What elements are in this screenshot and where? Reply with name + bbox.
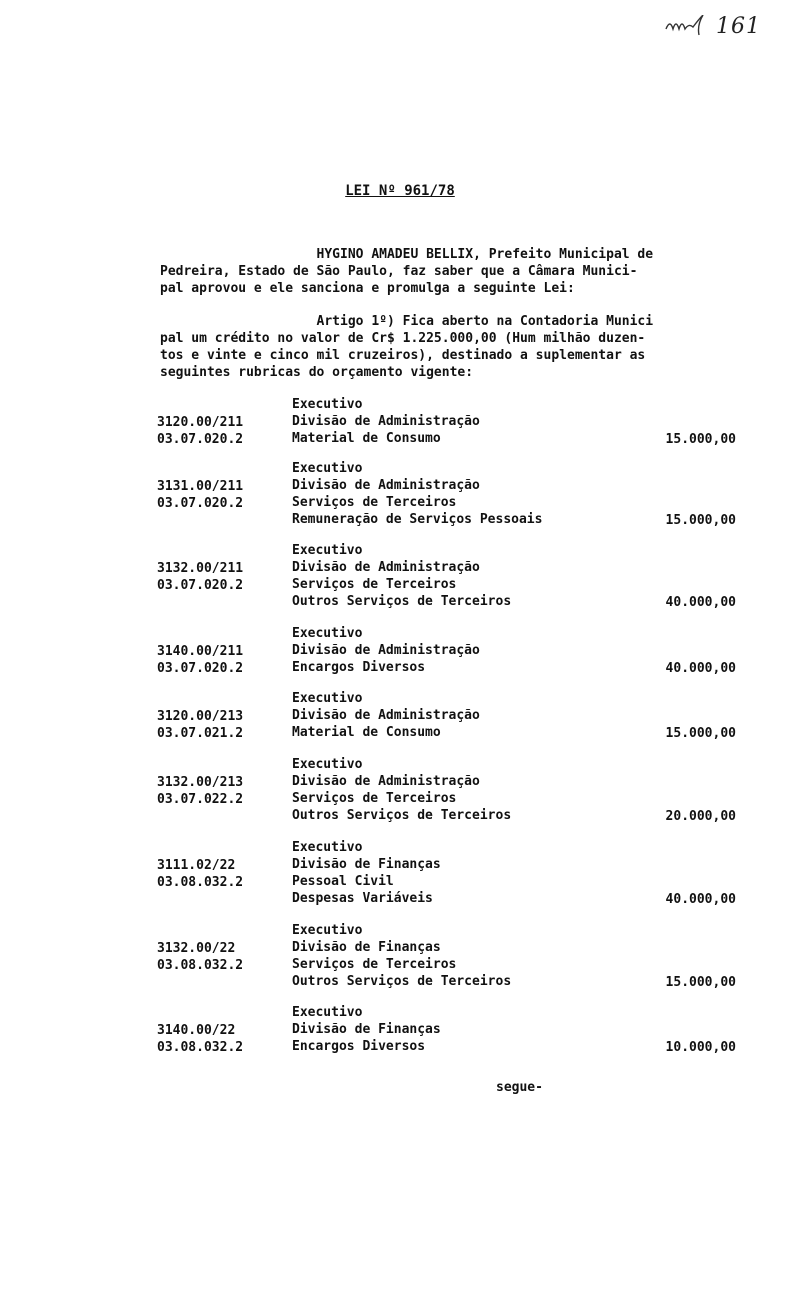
page-number-stamp	[664, 14, 761, 39]
entry-codes	[157, 857, 243, 891]
paragraph-line: HYGINO AMADEU BELLIX, Prefeito Municipal de	[160, 247, 654, 262]
description-line: Serviços de Terceiros	[292, 495, 457, 510]
entry-amount: 15.000,00	[665, 513, 736, 528]
program-code: 03.07.022.2	[157, 792, 244, 807]
description-line: Executivo	[292, 1005, 363, 1020]
account-code: 3132.00/213	[157, 775, 244, 790]
description-line: Executivo	[292, 461, 363, 476]
entry-codes	[157, 560, 243, 594]
program-code: 03.07.020.2	[157, 578, 244, 593]
entry-amount: 20.000,00	[665, 809, 736, 824]
continuation-mark: segue-	[496, 1080, 543, 1095]
entry-amount: 15.000,00	[665, 975, 736, 990]
entry-amount: 40.000,00	[665, 892, 736, 907]
program-code: 03.08.032.2	[157, 1040, 244, 1055]
description-line: Executivo	[292, 543, 363, 558]
program-code: 03.08.032.2	[157, 875, 244, 890]
entry-amount: 10.000,00	[665, 1040, 736, 1055]
description-line: Outros Serviços de Terceiros	[292, 974, 512, 989]
entry-codes	[157, 940, 243, 974]
entry-description	[292, 922, 511, 990]
entry-description	[292, 756, 511, 824]
description-line: Serviços de Terceiros	[292, 957, 457, 972]
description-line: Executivo	[292, 840, 363, 855]
description-line: Divisão de Administração	[292, 774, 480, 789]
description-line: Encargos Diversos	[292, 1039, 426, 1054]
account-code: 3111.02/22	[157, 858, 236, 873]
signature-scribble	[664, 14, 716, 39]
account-code: 3120.00/213	[157, 709, 244, 724]
entry-codes	[157, 774, 243, 808]
description-line: Pessoal Civil	[292, 874, 394, 889]
program-code: 03.07.020.2	[157, 496, 244, 511]
entry-description	[292, 542, 511, 610]
description-line: Divisão de Administração	[292, 478, 480, 493]
article-paragraph	[160, 313, 740, 381]
account-code: 3120.00/211	[157, 415, 244, 430]
program-code: 03.07.021.2	[157, 726, 244, 741]
program-code: 03.07.020.2	[157, 432, 244, 447]
description-line: Executivo	[292, 626, 363, 641]
description-line: Encargos Diversos	[292, 660, 426, 675]
description-line: Executivo	[292, 923, 363, 938]
account-code: 3140.00/22	[157, 1023, 236, 1038]
program-code: 03.08.032.2	[157, 958, 244, 973]
entry-amount: 15.000,00	[665, 432, 736, 447]
description-line: Serviços de Terceiros	[292, 577, 457, 592]
paragraph-line: pal aprovou e ele sanciona e promulga a seguinte Lei:	[160, 281, 575, 296]
intro-paragraph	[160, 246, 740, 297]
entry-codes	[157, 708, 243, 742]
description-line: Outros Serviços de Terceiros	[292, 808, 512, 823]
entry-amount: 40.000,00	[665, 595, 736, 610]
account-code: 3132.00/22	[157, 941, 236, 956]
description-line: Divisão de Finanças	[292, 1022, 441, 1037]
account-code: 3140.00/211	[157, 644, 244, 659]
entry-description	[292, 460, 542, 528]
paragraph-line: pal um crédito no valor de Cr$ 1.225.000,00 (Hum milhão duzen-	[160, 331, 646, 346]
paragraph-line: Artigo 1º) Fica aberto na Contadoria Munici	[160, 314, 654, 329]
description-line: Remuneração de Serviços Pessoais	[292, 512, 543, 527]
description-line: Executivo	[292, 397, 363, 412]
description-line: Despesas Variáveis	[292, 891, 433, 906]
description-line: Material de Consumo	[292, 431, 441, 446]
entry-description	[292, 690, 480, 741]
entry-amount: 40.000,00	[665, 661, 736, 676]
description-line: Divisão de Administração	[292, 414, 480, 429]
description-line: Executivo	[292, 757, 363, 772]
page-number: 161	[716, 14, 761, 39]
entry-amount: 15.000,00	[665, 726, 736, 741]
description-line: Serviços de Terceiros	[292, 791, 457, 806]
paragraph-line: Pedreira, Estado de São Paulo, faz saber que a Câmara Munici-	[160, 264, 638, 279]
entry-codes	[157, 1022, 243, 1056]
description-line: Divisão de Finanças	[292, 857, 441, 872]
description-line: Divisão de Administração	[292, 560, 480, 575]
description-line: Executivo	[292, 691, 363, 706]
entry-codes	[157, 478, 243, 512]
entry-description	[292, 396, 480, 447]
law-title: LEI Nº 961/78	[345, 183, 455, 199]
entry-codes	[157, 414, 243, 448]
entry-description	[292, 1004, 441, 1055]
paragraph-line: tos e vinte e cinco mil cruzeiros), destinado a suplementar as	[160, 348, 646, 363]
description-line: Divisão de Administração	[292, 708, 480, 723]
description-line: Divisão de Finanças	[292, 940, 441, 955]
description-line: Divisão de Administração	[292, 643, 480, 658]
account-code: 3132.00/211	[157, 561, 244, 576]
program-code: 03.07.020.2	[157, 661, 244, 676]
description-line: Outros Serviços de Terceiros	[292, 594, 512, 609]
entry-codes	[157, 643, 243, 677]
entry-description	[292, 625, 480, 676]
account-code: 3131.00/211	[157, 479, 244, 494]
description-line: Material de Consumo	[292, 725, 441, 740]
paragraph-line: seguintes rubricas do orçamento vigente:	[160, 365, 474, 380]
entry-description	[292, 839, 441, 907]
